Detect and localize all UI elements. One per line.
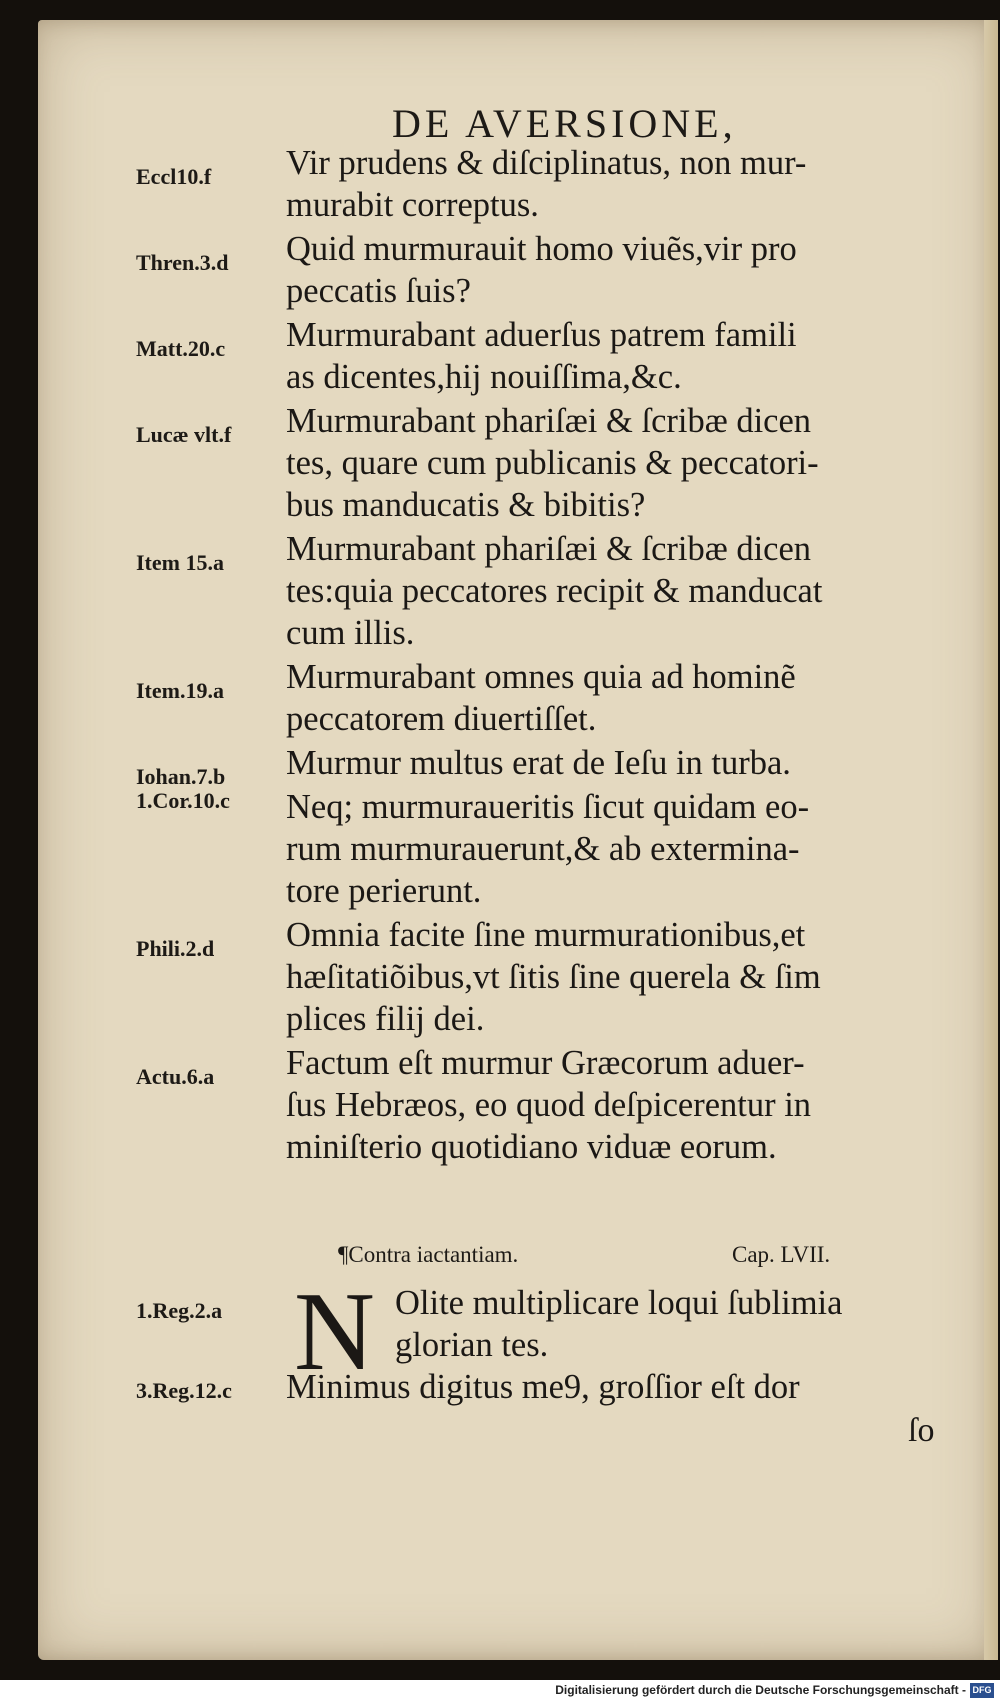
text-line: miniſterio quotidiano viduæ eorum. [286, 1128, 777, 1166]
digitization-footer [0, 1680, 1000, 1703]
text-line: as dicentes,hij nouiſſima,&c. [286, 358, 682, 396]
catchword: ſo [908, 1412, 935, 1449]
entry-text [286, 1042, 996, 1168]
text-line: plices filij dei. [286, 1000, 485, 1038]
text-line: peccatorem diuertiſſet. [286, 700, 597, 738]
entry-text [286, 656, 996, 740]
marginal-reference: Actu.6.a [136, 1064, 215, 1089]
text-line: Omnia facite ſine murmurationibus,et [286, 916, 806, 954]
chapter-title: ¶Contra iactantiam. [338, 1242, 519, 1267]
text-line: Murmurabant phariſæi & ſcribæ dicen [286, 402, 812, 440]
text-line: Factum eſt murmur Græcorum aduer- [286, 1044, 805, 1082]
book-page [38, 20, 998, 1660]
text-line: tore perierunt. [286, 872, 482, 910]
text-line: murabit correptus. [286, 186, 539, 224]
footer-credit: Digitalisierung gefördert durch die Deutsche Forschungsgemeinschaft - [555, 1683, 966, 1697]
entry-text [286, 786, 996, 912]
text-line: Vir prudens & diſciplinatus, non mur- [286, 144, 807, 182]
marginal-reference: Lucæ vlt.f [136, 422, 232, 447]
marginal-reference: Thren.3.d [136, 250, 229, 275]
text-line: Murmurabant aduerſus patrem famili [286, 316, 797, 354]
entry-text [286, 914, 996, 1040]
entry-text [395, 1282, 995, 1366]
text-line: hæſitatiõibus,vt ſitis ſine querela & ſim [286, 958, 821, 996]
marginal-reference: Matt.20.c [136, 336, 226, 361]
running-head: DE AVERSIONE, [392, 101, 737, 146]
entry-text [286, 528, 996, 654]
marginal-reference: 1.Cor.10.c [136, 788, 230, 813]
text-line: Quid murmurauit homo viuẽs,vir pro [286, 230, 797, 268]
text-line: glorian tes. [395, 1326, 549, 1364]
text-line: bus manducatis & bibitis? [286, 486, 646, 524]
text-line: ſus Hebræos, eo quod deſpicerentur in [286, 1086, 812, 1124]
chapter-number: Cap. LVII. [732, 1242, 831, 1267]
entry-text [286, 400, 996, 526]
marginal-reference: Item.19.a [136, 678, 224, 703]
entry-text [286, 314, 996, 398]
text-line: tes, quare cum publicanis & peccatori- [286, 444, 819, 482]
entry-text [286, 742, 996, 784]
text-line: Murmurabant omnes quia ad hominẽ [286, 658, 796, 696]
text-line: Neq; murmuraueritis ſicut quidam eo- [286, 788, 810, 826]
marginal-reference: Iohan.7.b [136, 764, 226, 789]
text-line: rum murmurauerunt,& ab extermina- [286, 830, 800, 868]
marginal-reference: 1.Reg.2.a [136, 1298, 223, 1323]
text-line: Murmurabant phariſæi & ſcribæ dicen [286, 530, 812, 568]
entry-text [286, 1366, 996, 1408]
decorated-initial: N [294, 1270, 375, 1394]
chapter-heading [38, 1242, 998, 1272]
marginal-reference: 3.Reg.12.c [136, 1378, 232, 1403]
entry-text [286, 228, 996, 312]
text-line: Olite multiplicare loqui ſublimia [395, 1284, 843, 1322]
dfg-logo-icon: DFG [970, 1683, 994, 1698]
marginal-reference: Item 15.a [136, 550, 224, 575]
text-line: cum illis. [286, 614, 415, 652]
text-line: Murmur multus erat de Ieſu in turba. [286, 744, 791, 782]
marginal-reference: Phili.2.d [136, 936, 215, 961]
text-line: Minimus digitus me9, groſſior eſt dor [286, 1368, 800, 1406]
entry-text [286, 142, 996, 226]
text-line: tes:quia peccatores recipit & manducat [286, 572, 823, 610]
marginal-reference: Eccl10.f [136, 164, 212, 189]
text-line: peccatis ſuis? [286, 272, 471, 310]
